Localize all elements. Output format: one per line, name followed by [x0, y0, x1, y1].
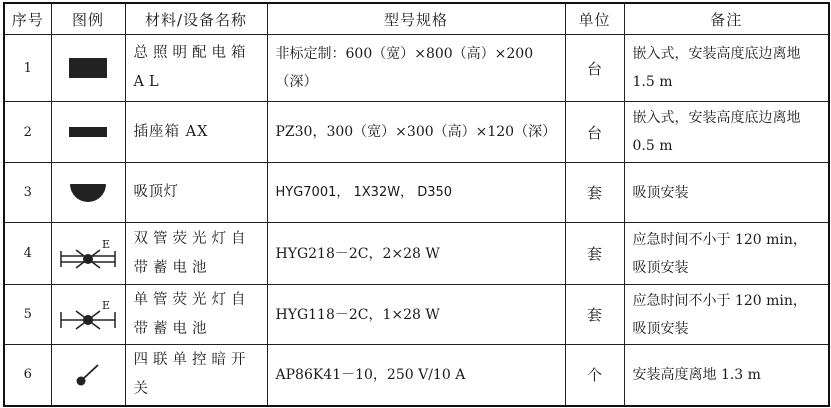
row-note: 嵌入式，安装高度底边离地0.5 m [624, 102, 829, 163]
row-model: 非标定制：600（宽）×800（高）×200（深） [267, 35, 565, 102]
table-row [4, 345, 829, 406]
socket-box-icon [68, 126, 108, 138]
header-name: 材料/设备名称 [125, 3, 267, 35]
row-unit: 套 [565, 223, 624, 285]
row-seq: 2 [4, 102, 51, 163]
row-note: 安装高度离地 1.3 m [624, 345, 829, 406]
row-model: HYG118－2C，1×28 W [267, 285, 565, 345]
distribution-box-icon [68, 57, 108, 79]
row-note: 嵌入式，安装高度底边离地 1.5 m [624, 35, 829, 102]
row-name: 总照明配电箱 AL [125, 35, 267, 102]
row-name: 四联单控暗开关 [125, 345, 267, 406]
row-name: 插座箱 AX [125, 102, 267, 163]
emergency-label: E [102, 298, 111, 312]
row-name: 单管荧光灯自带蓄电池 [125, 285, 267, 345]
header-symbol: 图例 [51, 3, 125, 35]
row-model: AP86K41－10，250 V/10 A [267, 345, 565, 406]
header-model: 型号规格 [267, 3, 565, 35]
ceiling-lamp-icon [68, 181, 108, 205]
four-gang-switch-icon [68, 360, 108, 390]
row-seq: 4 [4, 223, 51, 285]
double-tube-emergency-lamp-icon [58, 237, 118, 271]
header-note: 备注 [624, 3, 829, 35]
row-seq: 5 [4, 285, 51, 345]
row-model: HYG218－2C，2×28 W [267, 223, 565, 285]
row-seq: 1 [4, 35, 51, 102]
row-unit: 套 [565, 163, 624, 223]
equipment-legend-table [3, 2, 830, 407]
header-row [4, 3, 829, 35]
row-note: 应急时间不小于 120 min，吸顶安装 [624, 285, 829, 345]
single-tube-emergency-lamp-icon [58, 298, 118, 332]
table-row [4, 163, 829, 223]
row-unit: 个 [565, 345, 624, 406]
table-row [4, 102, 829, 163]
row-unit: 台 [565, 102, 624, 163]
row-note: 吸顶安装 [624, 163, 829, 223]
row-model: HYG7001， 1X32W， D350 [267, 163, 565, 223]
row-unit: 台 [565, 35, 624, 102]
row-seq: 3 [4, 163, 51, 223]
row-seq: 6 [4, 345, 51, 406]
table-row [4, 223, 829, 285]
header-unit: 单位 [565, 3, 624, 35]
header-seq: 序号 [4, 3, 51, 35]
table-row [4, 35, 829, 102]
row-model: PZ30，300（宽）×300（高）×120（深） [267, 102, 565, 163]
row-note: 应急时间不小于 120 min，吸顶安装 [624, 223, 829, 285]
emergency-label: E [102, 237, 111, 251]
table-row [4, 285, 829, 345]
row-name: 吸顶灯 [125, 163, 267, 223]
row-name: 双管荧光灯自带蓄电池 [125, 223, 267, 285]
row-unit: 套 [565, 285, 624, 345]
